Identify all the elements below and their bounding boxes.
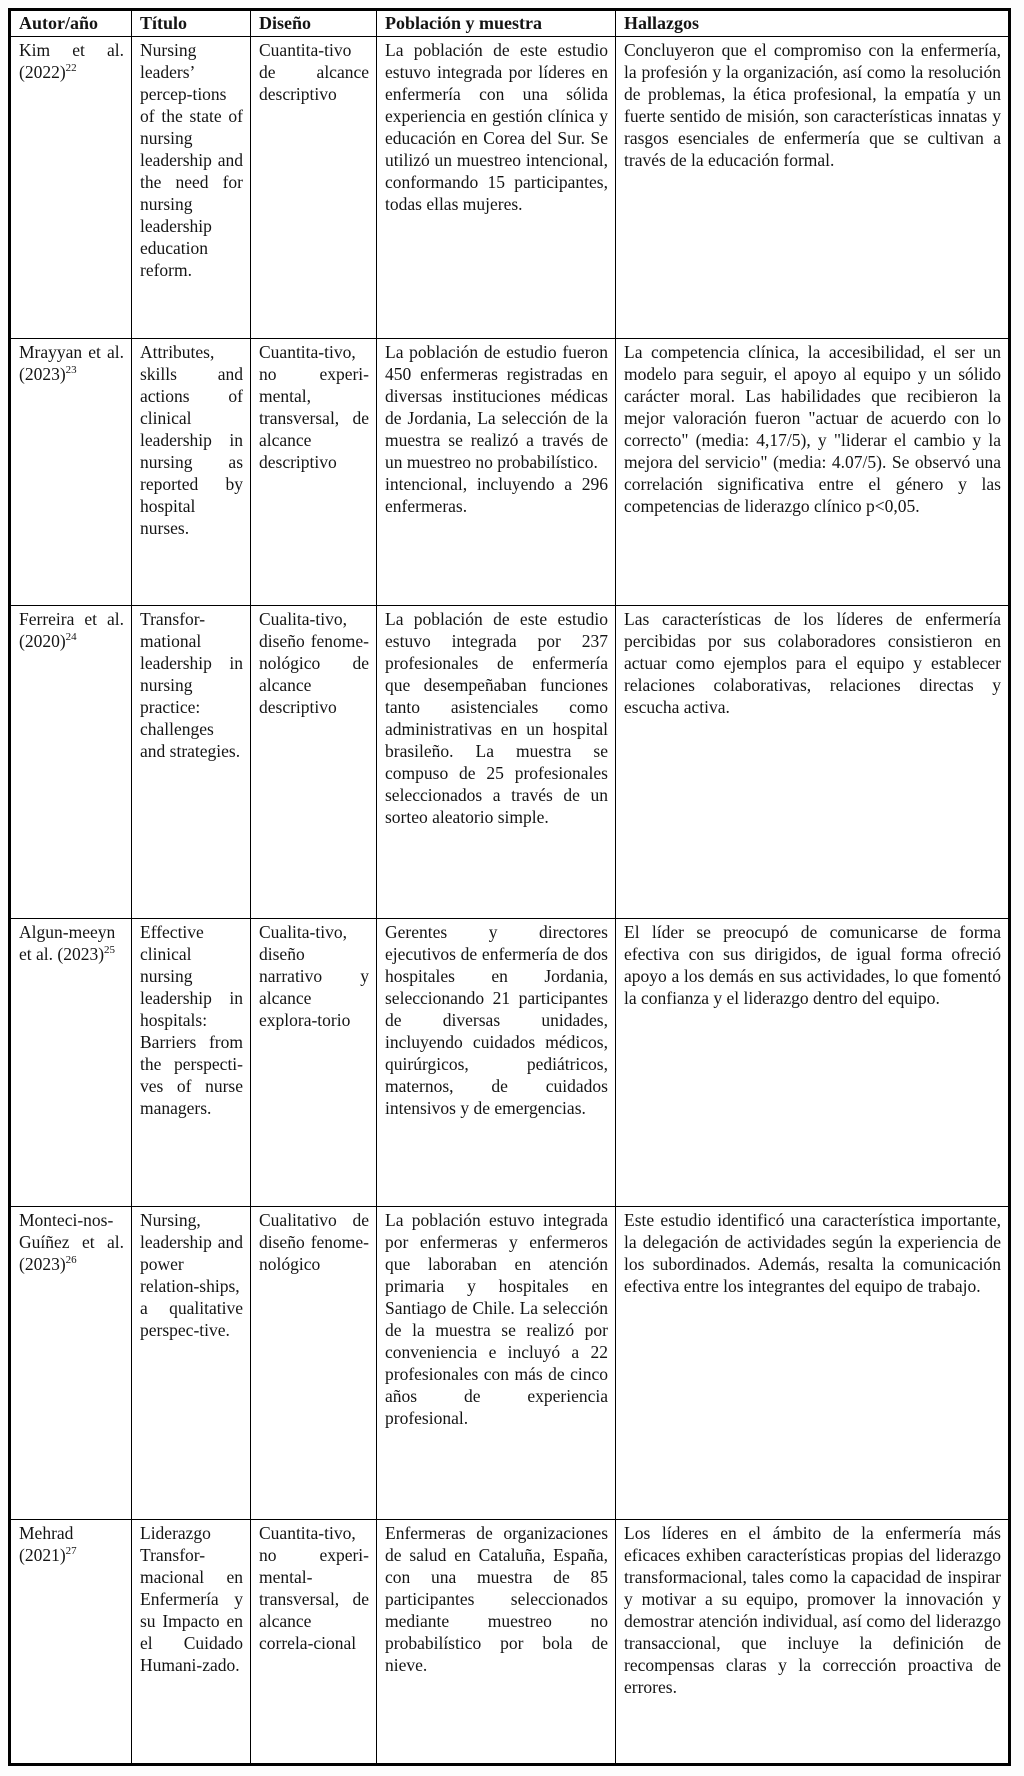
design-cell: Cualita-tivo, diseño narrativo y alcance explora-torio xyxy=(251,919,377,1207)
author-cell xyxy=(10,606,132,919)
author-cell xyxy=(10,37,132,339)
design-cell: Cuantita-tivo, no experi-mental, transversal, de alcance descriptivo xyxy=(251,339,377,606)
reference-number: 27 xyxy=(65,1545,77,1558)
reference-number: 22 xyxy=(65,62,77,75)
header-row xyxy=(10,10,1010,37)
author-text: Monteci-nos-Guíñez et al. (2023) xyxy=(19,1210,124,1274)
title-cell: Liderazgo Transfor-macional en Enfermería y su Impacto en el Cuidado Humani-zado. xyxy=(132,1520,251,1765)
title-cell: Attributes, skills and actions of clinical leadership in nursing as reported by hospital nurses. xyxy=(132,339,251,606)
population-paragraph: La población de este estudio estuvo integrada por líderes en enfermería con una sólida experiencia en gestión clínica y educación en Corea del Sur. Se utilizó un muestreo intencional, conformando 15 participantes, todas ellas mujeres. xyxy=(385,40,608,214)
author-text: Mrayyan et al. (2023) xyxy=(19,342,124,384)
findings-cell: Este estudio identificó una característica importante, la delegación de actividades según la experiencia de los subordinados. Además, resalta la comunicación efectiva entre los integrantes del equipo de trabajo. xyxy=(616,1207,1010,1520)
findings-cell: El líder se preocupó de comunicarse de forma efectiva con sus dirigidos, de igual forma ofreció apoyo a los demás en sus actividades, lo que fomentó la confianza y el liderazgo dentro del equipo. xyxy=(616,919,1010,1207)
author-text: Mehrad (2021) xyxy=(19,1523,74,1565)
table-row xyxy=(10,1520,1010,1765)
population-paragraph-2: intencional, incluyendo a 296 enfermeras. xyxy=(385,474,608,516)
author-cell xyxy=(10,1520,132,1765)
table-row xyxy=(10,606,1010,919)
author-text: Kim et al. (2022) xyxy=(19,40,124,82)
reference-number: 25 xyxy=(104,944,116,957)
reference-number: 26 xyxy=(65,1254,77,1267)
population-cell xyxy=(377,606,616,919)
findings-cell: Los líderes en el ámbito de la enfermería más eficaces exhiben características propias del liderazgo transformacional, tales como la capacidad de inspirar y motivar a su equipo, promover la innovación y demostrar atención individual, así como del liderazgo transaccional, que incluye la definición de recompensas claras y la corrección proactiva de errores. xyxy=(616,1520,1010,1765)
title-cell: Nursing, leadership and power relation-ships, a qualitative perspec-tive. xyxy=(132,1207,251,1520)
population-paragraph: Enfermeras de organizaciones de salud en Cataluña, España, con una muestra de 85 participantes seleccionados mediante muestreo no probabilístico por bola de nieve. xyxy=(385,1523,608,1675)
population-cell xyxy=(377,919,616,1207)
author-text: Ferreira et al. (2020) xyxy=(19,609,124,651)
design-cell: Cualitativo de diseño fenome-nológico xyxy=(251,1207,377,1520)
reference-number: 24 xyxy=(65,631,77,644)
population-cell xyxy=(377,1207,616,1520)
table-row xyxy=(10,339,1010,606)
population-paragraph: La población de estudio fueron 450 enfermeras registradas en diversas instituciones médicas de Jordania, La selección de la muestra se realizó a través de un muestreo no probabilístico. xyxy=(385,342,608,472)
col-header-diseno: Diseño xyxy=(251,10,377,37)
studies-table xyxy=(8,8,1011,1766)
population-cell xyxy=(377,37,616,339)
population-paragraph: La población de este estudio estuvo integrada por 237 profesionales de enfermería que desempeñaban funciones tanto asistenciales como administrativas en un hospital brasileño. La muestra se compuso de 25 profesionales seleccionados a través de un sorteo aleatorio simple. xyxy=(385,609,608,827)
col-header-hallazgos: Hallazgos xyxy=(616,10,1010,37)
population-paragraph: Gerentes y directores ejecutivos de enfermería de dos hospitales en Jordania, seleccionando 21 participantes de diversas unidades, incluyendo cuidados médicos, quirúrgicos, pediátricos, maternos, de cuidados intensivos y de emergencias. xyxy=(385,922,608,1118)
population-cell xyxy=(377,339,616,606)
findings-cell: Las características de los líderes de enfermería percibidas por sus colaboradores consistieron en actuar como ejemplos para el equipo y establecer relaciones colaborativas, relaciones directas y escucha activa. xyxy=(616,606,1010,919)
author-cell xyxy=(10,919,132,1207)
table-row xyxy=(10,37,1010,339)
col-header-autor: Autor/año xyxy=(10,10,132,37)
design-cell: Cuantita-tivo de alcance descriptivo xyxy=(251,37,377,339)
table-row xyxy=(10,1207,1010,1520)
findings-cell: Concluyeron que el compromiso con la enfermería, la profesión y la organización, así como la resolución de problemas, la ética profesional, la empatía y un fuerte sentido de misión, son características innatas y rasgos esenciales de enfermería que se cultivan a través de la educación formal. xyxy=(616,37,1010,339)
title-cell: Transfor-mational leadership in nursing practice: challenges and strategies. xyxy=(132,606,251,919)
author-text: Algun-meeyn et al. (2023) xyxy=(19,922,116,964)
author-cell xyxy=(10,1207,132,1520)
reference-number: 23 xyxy=(65,364,77,377)
author-cell xyxy=(10,339,132,606)
findings-cell: La competencia clínica, la accesibilidad, el ser un modelo para seguir, el apoyo al equipo y un sólido carácter moral. Las habilidades que recibieron la mejor valoración fueron "actuar de acuerdo con lo correcto" (media: 4,17/5), y "liderar el cambio y la mejora del servicio" (media: 4.07/5). Se observó una correlación significativa entre el género y las competencias de liderazgo clínico p<0,05. xyxy=(616,339,1010,606)
title-cell: Nursing leaders’ percep-tions of the state of nursing leadership and the need for nursing leadership education reform. xyxy=(132,37,251,339)
col-header-poblacion: Población y muestra xyxy=(377,10,616,37)
col-header-titulo: Título xyxy=(132,10,251,37)
design-cell: Cualita-tivo, diseño fenome-nológico de alcance descriptivo xyxy=(251,606,377,919)
population-paragraph: La población estuvo integrada por enfermeras y enfermeros que laboraban en atención primaria y hospitales en Santiago de Chile. La selección de la muestra se realizó por conveniencia e incluyó a 22 profesionales con más de cinco años de experiencia profesional. xyxy=(385,1210,608,1428)
design-cell: Cuantita-tivo, no experi-mental-transversal, de alcance correla-cional xyxy=(251,1520,377,1765)
population-cell xyxy=(377,1520,616,1765)
title-cell: Effective clinical nursing leadership in hospitals: Barriers from the perspecti-ves of nurse managers. xyxy=(132,919,251,1207)
table-row xyxy=(10,919,1010,1207)
